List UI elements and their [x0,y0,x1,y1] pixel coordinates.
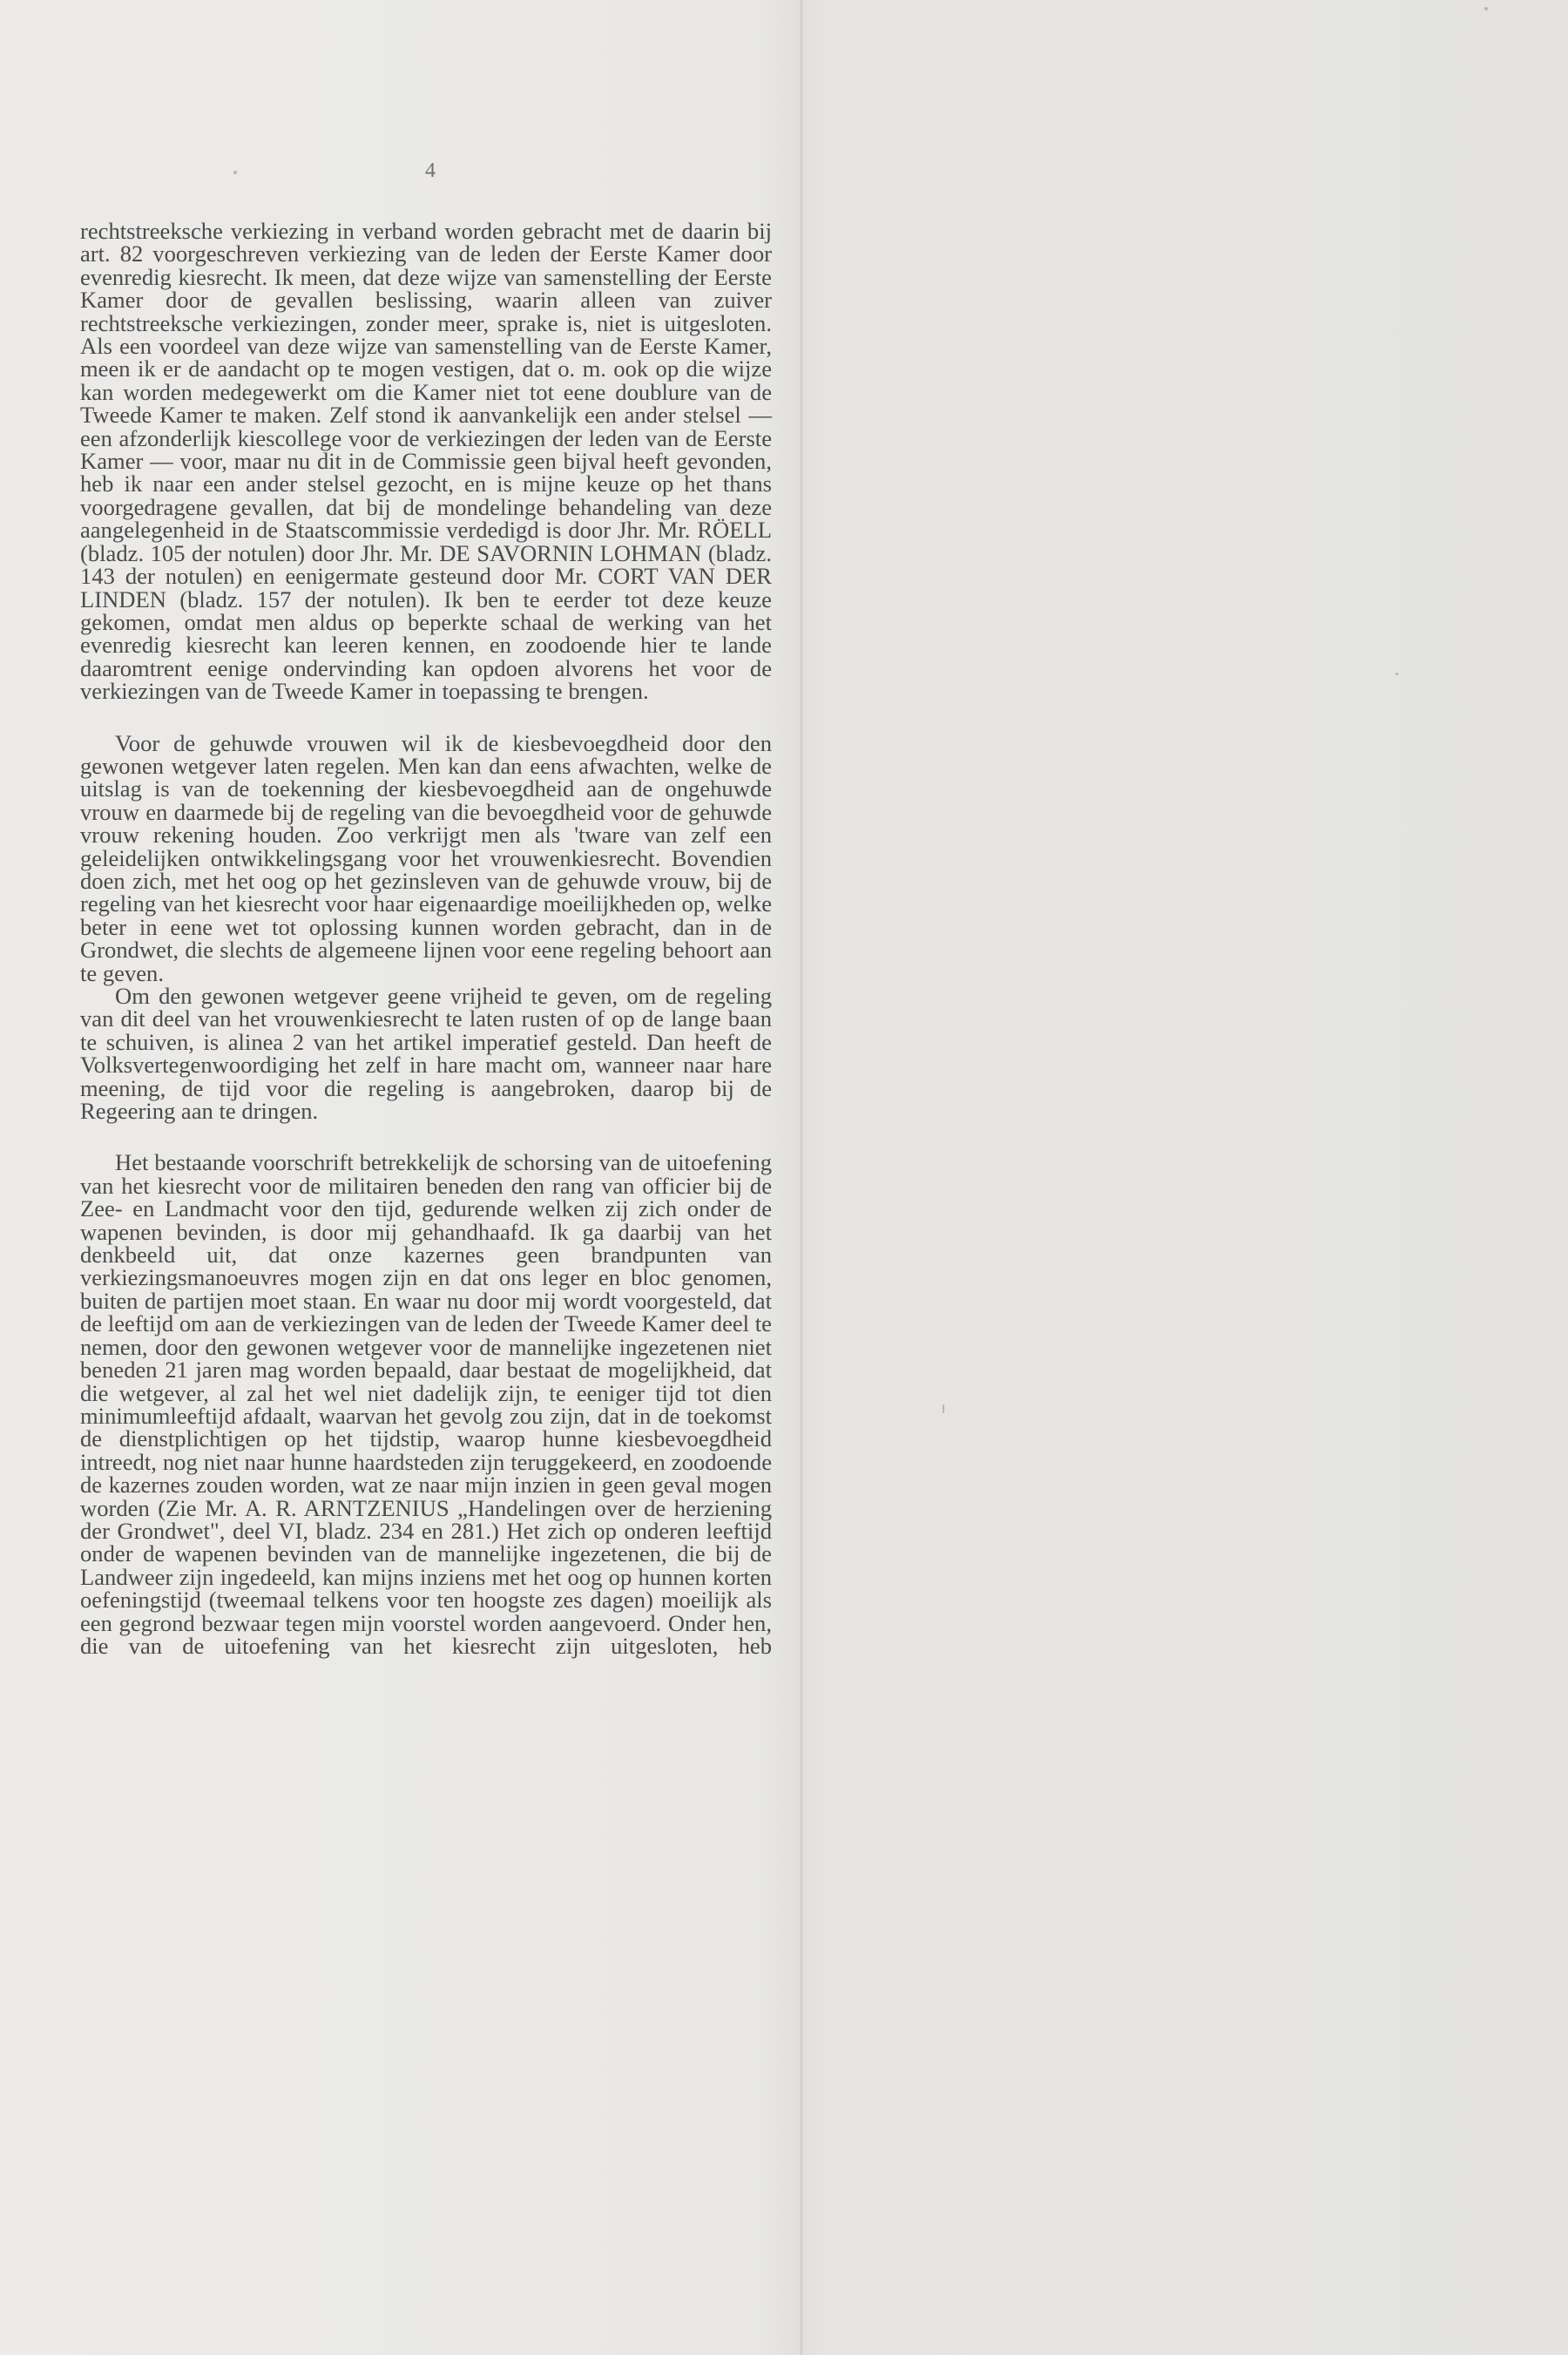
page-number: 4 [425,159,436,182]
speck-mark [1484,7,1488,10]
speck-mark [1396,673,1398,675]
page-fold-shadow [800,0,803,2355]
paragraph-2: Voor de gehuwde vrouwen wil ik de kiesbevoegdheid door den gewonen wetgever laten regelen. Men kan dan eens afwachten, welke de uitslag is van de toekenning der kiesbevoegdheid aan de ongehuwde vrouw en daarmede bij de regeling van die bevoegdheid voor de gehuwde vrouw rekening houden. Zoo verkrijgt men als 'tware van zelf een geleidelijken ontwikkelingsgang voor het vrouwenkiesrecht. Bovendien doen zich, met het oog op het gezinsleven van de gehuwde vrouw, bij de regeling van het kiesrecht voor haar eigenaardige moeilijkheden op, welke beter in eene wet tot oplossing kunnen worden gebracht, dan in de Grondwet, die slechts de algemeene lijnen voor eene regeling behoort aan te geven. [80,729,772,986]
text-column [80,220,772,1657]
paragraph-1: rechtstreeksche verkiezing in verband worden gebracht met de daarin bij art. 82 voorgeschreven verkiezing van de leden der Eerste Kamer door evenredig kiesrecht. Ik meen, dat deze wijze van samenstelling der Eerste Kamer door de gevallen beslissing, waarin alleen van zuiver rechtstreeksche verkiezingen, zonder meer, sprake is, niet is uitgesloten. Als een voordeel van deze wijze van samenstelling van de Eerste Kamer, meen ik er de aandacht op te mogen vestigen, dat o. m. ook op die wijze kan worden medegewerkt om die Kamer niet tot eene doublure van de Tweede Kamer te maken. Zelf stond ik aanvankelijk een ander stelsel — een afzonderlijk kiescollege voor de verkiezingen der leden van de Eerste Kamer — voor, maar nu dit in de Commissie geen bijval heeft gevonden, heb ik naar een ander stelsel gezocht, en is mijne keuze op het thans voorgedragene gevallen, dat bij de mondelinge behandeling van deze aangelegenheid in de Staatscommissie verdedigd is door Jhr. Mr. RÖELL (bladz. 105 der notulen) door Jhr. Mr. DE SAVORNIN LOHMAN (bladz. 143 der notulen) en eenigermate gesteund door Mr. CORT VAN DER LINDEN (bladz. 157 der notulen). Ik ben te eerder tot deze keuze gekomen, omdat men aldus op beperkte schaal de werking van het evenredig kiesrecht kan leeren kennen, en zoodoende hier te lande daaromtrent eenige ondervinding kan opdoen alvorens het voor de verkiezingen van de Tweede Kamer in toepassing te brengen. [80,218,772,705]
speck-mark [943,1404,944,1413]
speck-mark [233,171,237,174]
paragraph-4: Het bestaande voorschrift betrekkelijk de schorsing van de uitoefening van het kiesrecht voor de militairen beneden den rang van officier bij de Zee- en Landmacht voor den tijd, gedurende welken zij zich onder de wapenen bevinden, is door mij gehandhaafd. Ik ga daarbij van het denkbeeld uit, dat onze kazernes geen brandpunten van verkiezingsmanoeuvres mogen zijn en dat ons leger en bloc genomen, buiten de partijen moet staan. En waar nu door mij wordt voorgesteld, dat de leeftijd om aan de verkiezingen van de leden der Tweede Kamer deel te nemen, door den gewonen wetgever voor de mannelijke ingezetenen niet beneden 21 jaren mag worden bepaald, daar bestaat de mogelijkheid, dat die wetgever, al zal het wel niet dadelijk zijn, te eeniger tijd tot dien minimumleeftijd afdaalt, waarvan het gevolg zou zijn, dat in de toekomst de dienstplichtigen op het tijdstip, waarop hunne kiesbevoegdheid intreedt, nog niet naar hunne haardsteden zijn teruggekeerd, en zoodoende de kazernes zouden worden, wat ze naar mijn inzien in geen geval mogen worden (Zie Mr. A. R. ARNTZENIUS „Handelingen over de herziening der Grondwet", deel VI, bladz. 234 en 281.) Het zich op onderen leeftijd onder de wapenen bevinden van de mannelijke ingezetenen, die bij de Landweer zijn ingedeeld, kan mijns inziens met het oog op hunnen korten oefeningstijd (tweemaal telkens voor ten hoogste zes dagen) moeilijk als een gegrond bezwaar tegen mijn voorstel worden aangevoerd. Onder hen, die van de uitoefening van het kiesrecht zijn uitgesloten, heb [80,1149,772,1659]
paragraph-3: Om den gewonen wetgever geene vrijheid te geven, om de regeling van dit deel van het vrouwenkiesrecht te laten rusten of op de lange baan te schuiven, is alinea 2 van het artikel imperatief gesteld. Dan heeft de Volksvertegenwoordiging het zelf in hare macht om, wanneer naar hare meening, de tijd voor die regeling is aangebroken, daarop bij de Regeering aan te dringen. [80,983,772,1125]
